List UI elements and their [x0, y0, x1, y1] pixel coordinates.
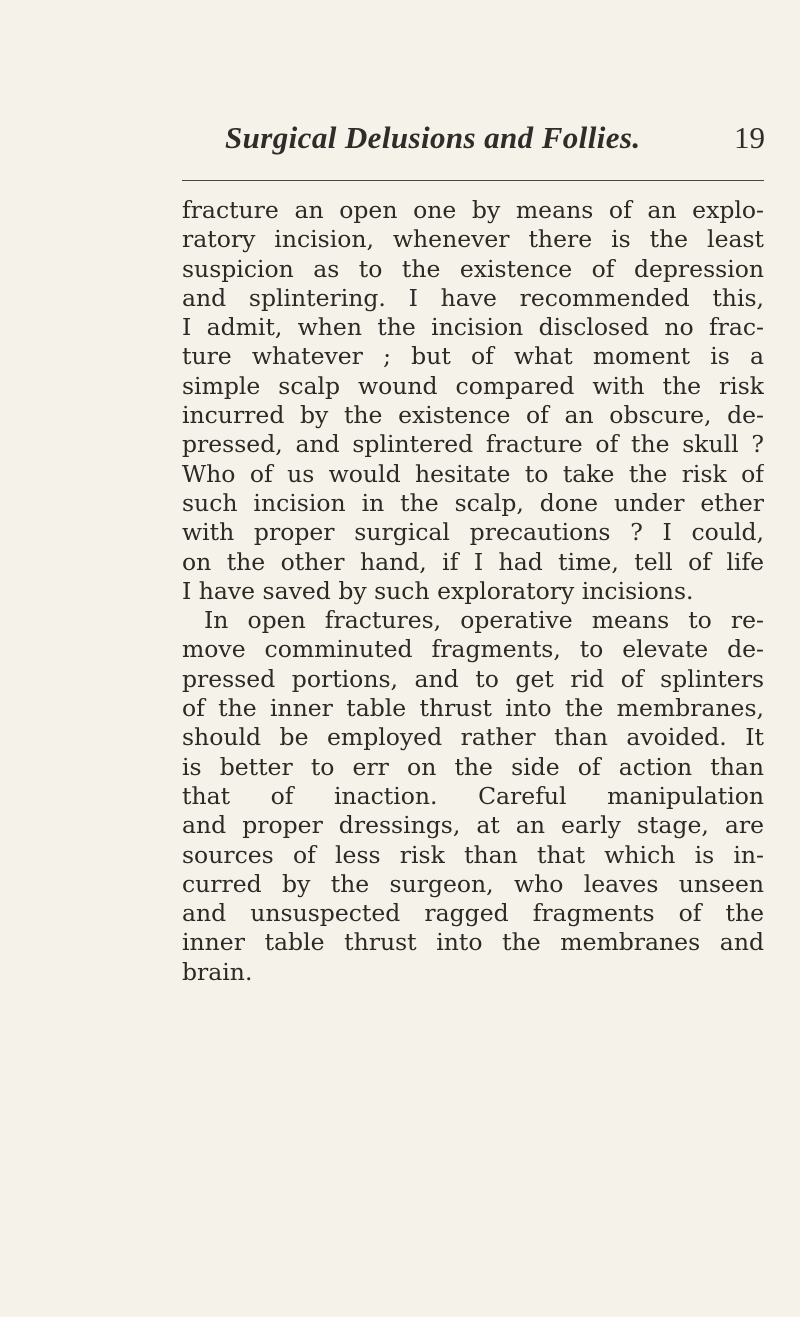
text-line: suspicion as to the existence of depression — [182, 254, 764, 283]
text-line: ture whatever ; but of what moment is a — [182, 342, 764, 371]
text-line: should be employed rather than avoided. It — [182, 723, 764, 752]
text-line: fracture an open one by means of an explo- — [182, 196, 764, 224]
text-line: is better to err on the side of action than — [182, 752, 764, 781]
text-line: Who of us would hesitate to take the risk of — [182, 459, 764, 488]
text-line: brain. — [182, 957, 253, 986]
text-line: and unsuspected ragged fragments of the — [182, 899, 764, 928]
text-line: sources of less risk than that which is in- — [182, 840, 764, 869]
running-head — [225, 120, 765, 164]
text-line: that of inaction. Careful manipulation — [182, 781, 764, 810]
text-line: incurred by the existence of an obscure, de- — [182, 401, 764, 430]
text-line: I have saved by such exploratory incisions. — [182, 576, 694, 605]
page-number: 19 — [734, 120, 765, 155]
text-line: ratory incision, whenever there is the least — [182, 225, 764, 254]
running-title: Surgical Delusions and Follies. — [225, 120, 641, 155]
text-line: inner table thrust into the membranes and — [182, 928, 764, 957]
text-line: with proper surgical precautions ? I could, — [182, 518, 764, 547]
text-line: pressed, and splintered fracture of the skull ? — [182, 430, 764, 459]
text-line: curred by the surgeon, who leaves unseen — [182, 869, 764, 898]
text-line: move comminuted fragments, to elevate de- — [182, 635, 764, 664]
text-line: and splintering. I have recommended this, — [182, 283, 764, 312]
text-line: and proper dressings, at an early stage, are — [182, 811, 764, 840]
text-line: I admit, when the incision disclosed no frac- — [182, 313, 764, 342]
text-line: such incision in the scalp, done under ether — [182, 488, 764, 517]
header-rule — [182, 180, 764, 181]
text-line: simple scalp wound compared with the risk — [182, 371, 764, 400]
text-line: on the other hand, if I had time, tell of life — [182, 547, 764, 576]
text-line: pressed portions, and to get rid of splinters — [182, 664, 764, 693]
body-text — [182, 196, 764, 987]
text-line: of the inner table thrust into the membranes, — [182, 694, 764, 723]
paragraph-start-line: In open fractures, operative means to re- — [204, 606, 764, 635]
